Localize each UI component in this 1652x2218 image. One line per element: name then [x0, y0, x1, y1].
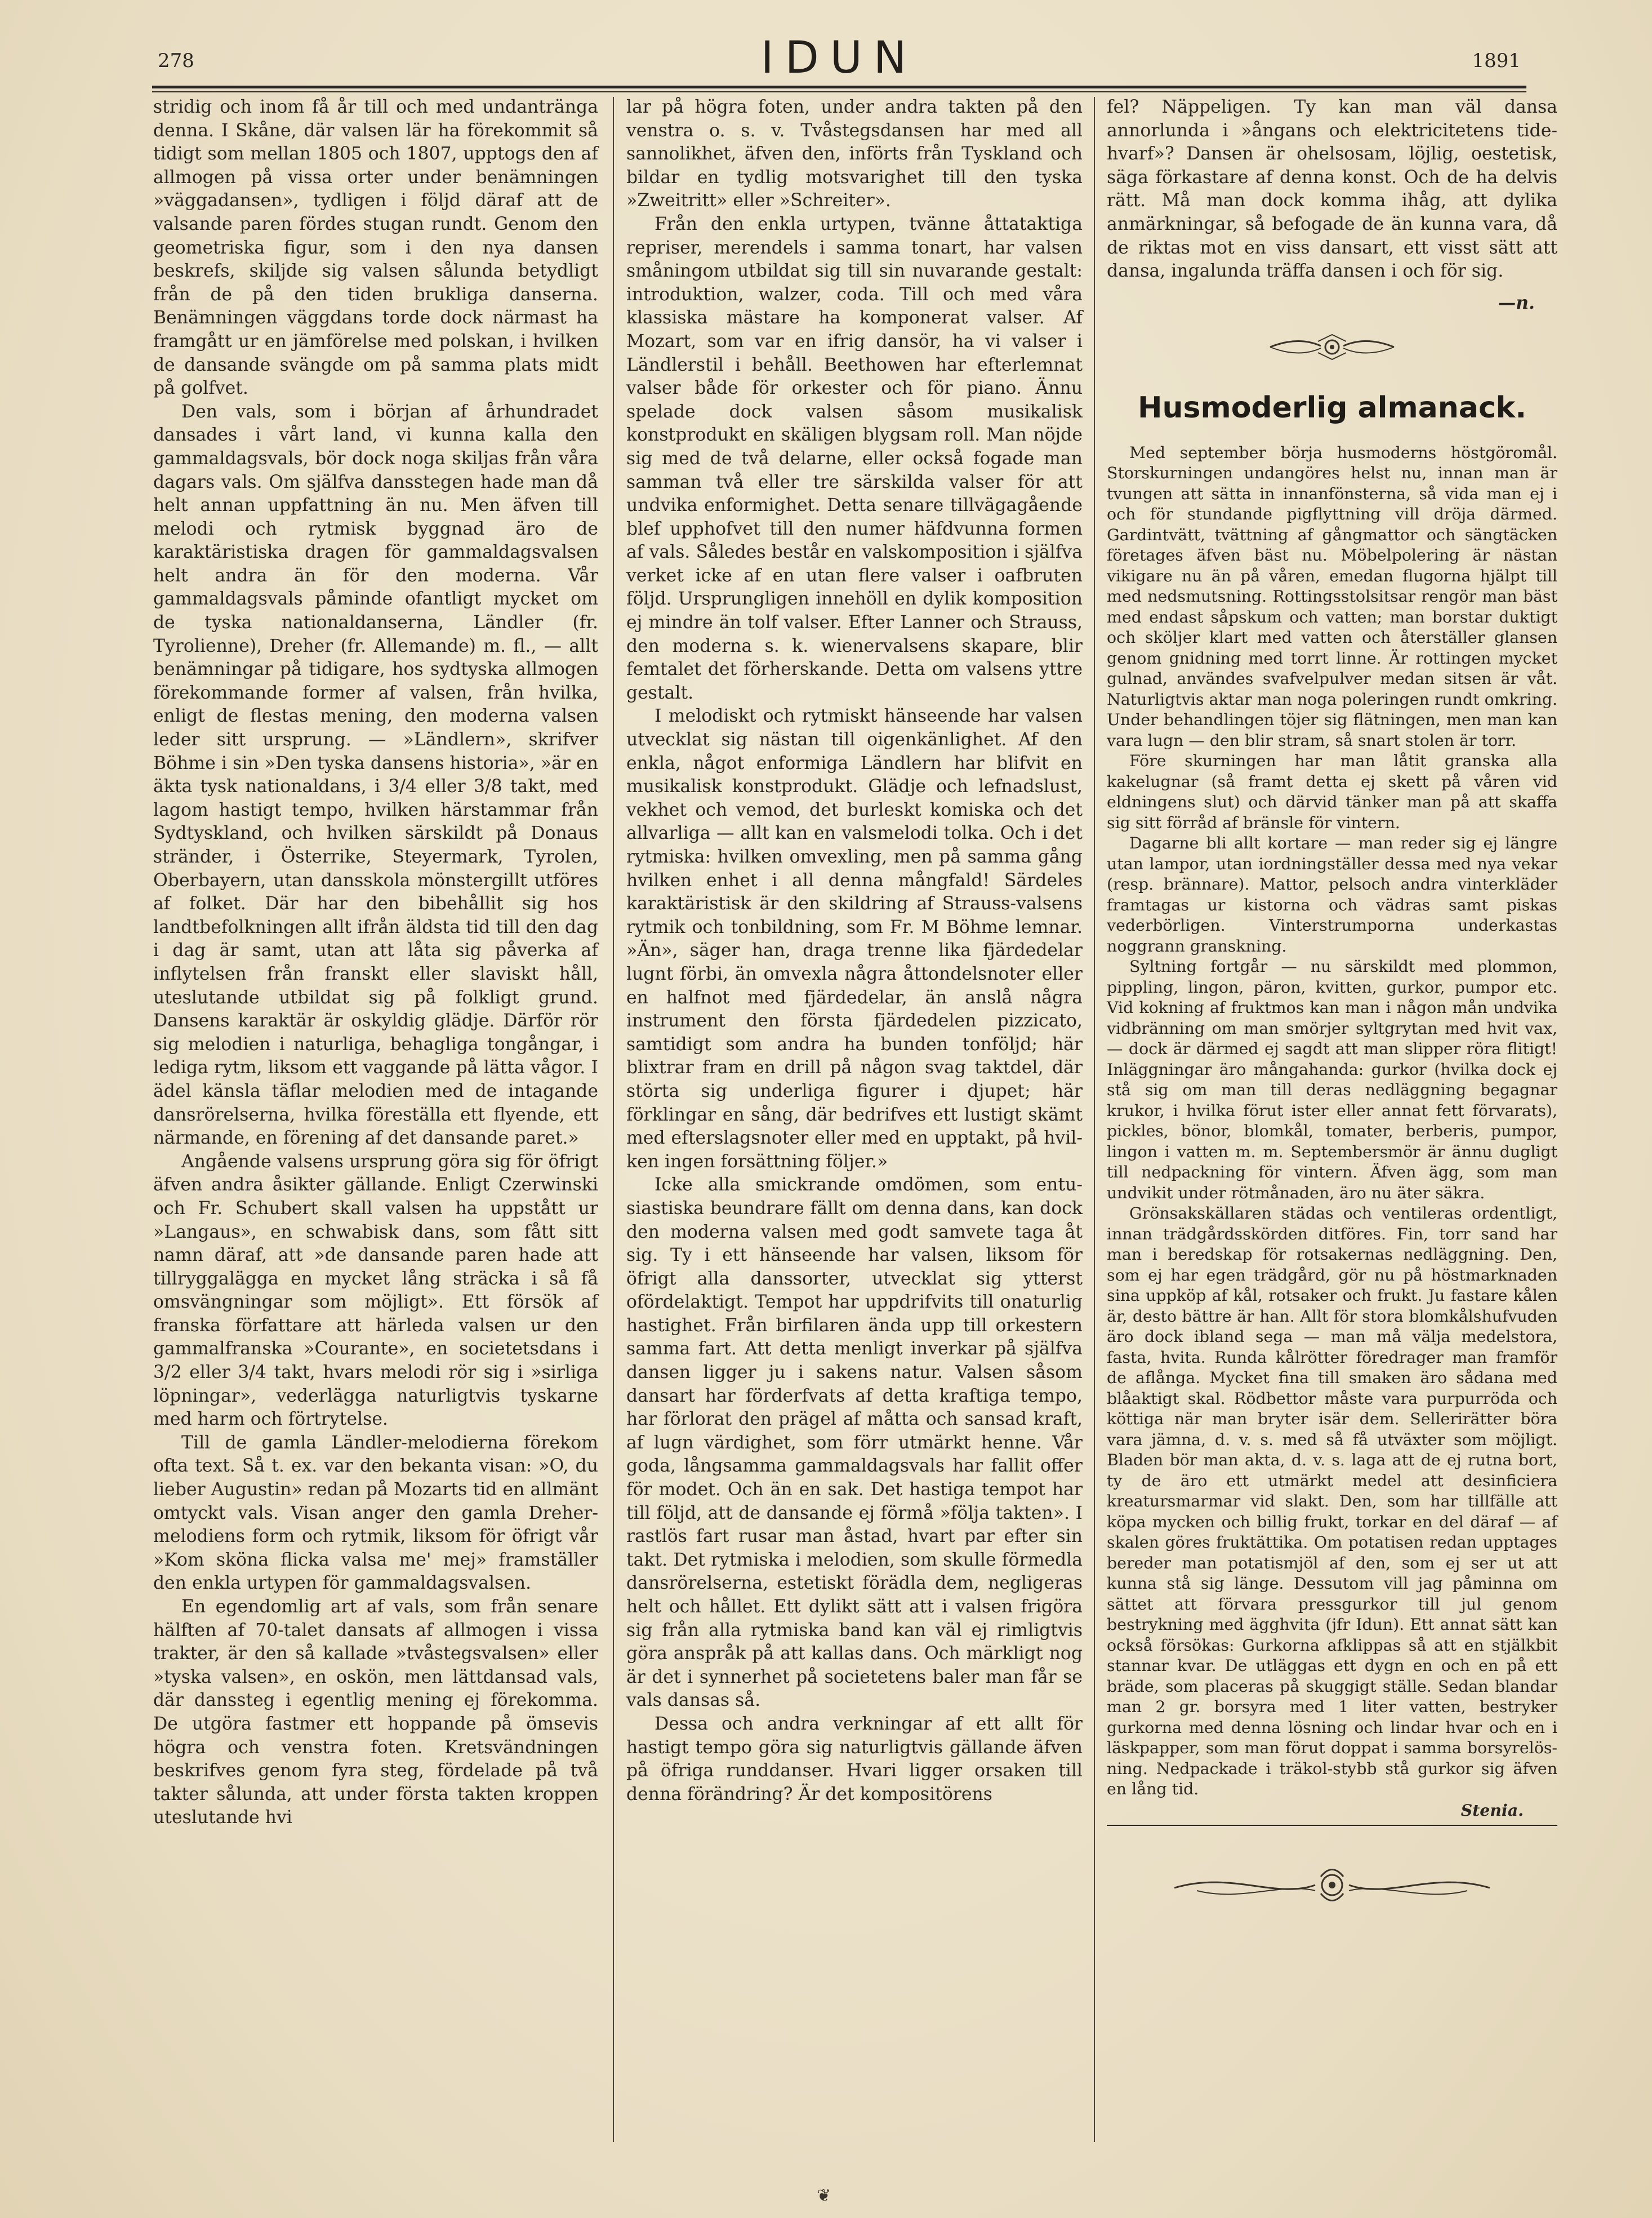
paragraph: Från den enkla urtypen, tvänne åttataktiga repriser, merendels i samma tonart, har valsen småningom utbildat sig till sin nuvarande gestalt: introduktion, walzer, coda. Till och med våra klassiska mästare ha komponerat valser. Af Mozart, som var en ifrig dansör, ha vi valser i Ländlerstil i behåll. Beethowen har efterlemnat valser både för orkester och för piano. Ännu spelade dock valsen såsom musikalisk konstprodukt en skäligen blygsam roll. Man nöjde sig med de två delarne, eller också fogade man samman två eller tre särskilda valser för att undvika enformighet. Detta senare tillvägagående blef upphofvet till den numer häfdvunna formen af vals. Således består en valskomposition i själfva verket icke af en utan flere valser i oafbruten följd. Ursprungligen innehöll en dylik komposition ej mindre än tolf valser. Efter Lanner och Strauss, den moderna s. k. wienervalsens skapare, blir femtalet det förherskande. Detta om valsens yttre gestalt. [626, 214, 1083, 703]
ornament-flourish-icon [1107, 1860, 1557, 1917]
paragraph: Angående valsens ursprung göra sig för öfrigt äfven andra åsikter gällande. Enligt Czerwinski och Fr. Schubert skall valsen ha uppstått ur »Langaus», en schwabisk dans, som fått sitt namn däraf, att »de dansande paren hade att tillryggalägga en mycket lång sträcka i så få omsvängningar som möjligt». Ett försök af franska författare att härleda valsen ur den gammalfranska »Courante», en societetsdans i 3/2 eller 3/4 takt, hvars melodi rör sig i »sirliga löpningar», vederlägga naturligtvis tyskarne med harm och förtrytelse. [153, 1151, 598, 1430]
paragraph: Grönsakskällaren städas och ventileras ordentligt, innan trädgårdsskörden ditföres. Fin, torr sand har man i beredskap för rotsakernas nedläggning. Den, som ej har egen trädgård, gör nu på höstmarknaden sina uppköp af kål, rotsaker och frukt. Ju fastare kålen är, desto bättre är han. Allt för stora blomkålshufvuden äro dock ibland sega — man må välja medelstora, fasta, hvita. Runda kålrötter föredrager man framför de aflånga. Mycket fina till smaken äro sådana med blåaktigt skal. Rödbettor måste vara purpurröda och köttiga när man bryter isär dem. Sellerirätter böra vara jämna, d. v. s. med så få utväxter som möjligt. Bladen bör man akta, d. v. s. laga att de ej rutna bort, ty de äro ett utmärkt medel att desinficiera kreatursmarmar vid slakt. Den, som har tillfälle att köpa mycken och billig frukt, torkar en del däraf — af skalen göres fruktättika. Om potatisen redan upptages bereder man potatismjöl af den, som ej ser ut att kunna stå sig länge. Dessutom vill jag påminna om sättet att förvara pressgurkor till jul genom bestrykning med ägghvita (jfr Idun). Ett annat sätt kan också försökas: Gurkorna afklippas så att en stjälkbit stannar kvar. De utläggas ett dygn en och en på ett bräde, som placeras på skuggigt ställe. Sedan blandar man 2 gr. borsyra med 1 liter vatten, bestryker gurkorna med denna lösning och lindar hvar och en i läskpapper, som man förut doppat i samma borsyrelösning. Nedpackade i träkol-stybb stå gurkor sig äfven en lång tid. [1107, 1204, 1557, 1799]
page-header [152, 23, 1526, 90]
paragraph: Dagarne bli allt kortare — man reder sig ej längre utan lampor, utan iordningställer dessa med nya vekar (resp. brännare). Mattor, pelsoch andra vinterkläder framtagas ur kistorna och vädras samt piskas vederbörligen. Vinterstrumporna underkastas noggrann granskning. [1107, 834, 1557, 955]
section-end-rule [1107, 1825, 1557, 1826]
paragraph: Den vals, som i början af århundradet dansades i vårt land, vi kunna kalla den gammaldagsvals, bör dock noga skiljas från våra dagars vals. Om själfva dansstegen hade man då helt annan uppfattning än nu. Men äfven till melodi och rytmisk byggnad äro de karaktäristiska dragen för gammaldagsvalsen helt andra än för den moderna. Vår gammaldagsvals påminde ofantligt mycket om de tyska nationaldanserna, Ländler (fr. Tyrolienne), Dreher (fr. Allemande) m. fl., — allt benämningar på tidigare, hos sydtyska allmogen förekommande former af valsen, från hvilka, enligt de flestas mening, den moderna valsen leder sitt ursprung. — »Ländlern», skrifver Böhme i sin »Den tyska dansens historia», »är en äkta tysk nationaldans, i 3/4 eller 3/8 takt, med lagom hastigt tempo, hvilken härstammar från Sydtyskland, och hvilken särskildt på Donaus stränder, i Österrike, Steyermark, Tyrolen, Oberbayern, utan dansskola mönstergillt utföres af folket. Där har den bibehållit sig hos landtbefolkningen allt ifrån äldsta tid till den dag i dag är samt, utan att låta sig påverka af inflytelsen från franskt eller slaviskt håll, uteslutande utbildat sig på folkligt grund. Dansens karaktär är oskyldig glädje. Därför rör sig melodien i naturliga, behagliga tongångar, i lediga rytm, liksom ett vaggande på lätta vågor. I ädel känsla täflar melodien med de intagande dansrörelserna, hvilka föreställa ett flyende, ett närmande, en förening af det dansande paret.» [153, 401, 598, 1149]
column-1 [153, 96, 598, 1830]
paragraph: Med september börja husmoderns höstgöromål. Storskurningen undangöres helst nu, innan man är tvungen att sätta in innanfönsterna, så vida man ej i och för stundande pigflyttning vill dröja därmed. Gardintvätt, tvättning af gångmattor och sängtäcken företages äfven bäst nu. Möbelpolering är nästan vikigare nu än på våren, emedan flugorna hjälpt till med nedsmutsning. Rottingsstolsitsar rengör man bäst med endast såpskum och vatten; man borstar duktigt och sköljer klart med vatten och återställer glansen genom gnidning med torrt linne. Är rottingen mycket gulnad, användes svafvelpulver medan sitsen är våt. Naturligtvis aktar man noga poleringen rundt omkring. Under behandlingen töjer sig flätningen, men man kan vara lugn — den blir stram, så snart stolen är torr. [1107, 443, 1557, 750]
footer-ornament-icon: ❦ [817, 2186, 831, 2206]
paragraph: Syltning fortgår — nu särskildt med plommon, pippling, lingon, päron, kvitten, gurkor, pumpor etc. Vid kokning af fruktmos kan man i någon mån undvika vidbränning om man smörjer syltgrytan med hvit vax, — dock är därmed ej sagdt att man slipper röra flitigt! Inläggningar äro mångahanda: gurkor (hvilka dock ej stå sig om man till deras nedläggning begagnar krukor, i hvilka förut ister eller annat fett förvarats), pickles, bönor, blomkål, tomater, berberis, pumpor, lingon i vatten m. m. Septembersmör är ännu dugligt till nedpackning för vintern. Äfven ägg, som man undvikit under rötmånaden, äro nu äter säkra. [1107, 957, 1557, 1202]
paragraph: Före skurningen har man låtit granska alla kakelugnar (så framt detta ej skett på våren vid eldningens slut) och därvid tänker man på att skaffa sig sitt förråd af bränsle för vintern. [1107, 752, 1557, 832]
almanac-text [1107, 443, 1557, 1826]
ornament-divider-icon [1107, 330, 1557, 371]
paragraph: Till de gamla Ländler-melodierna förekom ofta text. Så t. ex. var den bekanta visan: »O, du lieber Augustin» redan på Mozarts tid en allmänt omtyckt vals. Visan anger den gamla Dreher-melodiens form och rytmik, liksom för öfrigt vår »Kom sköna flicka valsa me' mej» framställer den enkla urtypen för gammaldagsvalsen. [153, 1432, 598, 1594]
masthead-title: IDUN [760, 33, 918, 83]
paragraph: Icke alla smickrande omdömen, som entusiastiska beundrare fällt om denna dans, kan dock den moderna valsen med godt samvete taga åt sig. Ty i ett hänseende har valsen, liksom för öfrigt alla danssorter, utvecklat sig ytterst ofördelaktigt. Tempot har uppdrifvits till onaturlig hastighet. Från birfilaren ända upp till orkestern samma fart. Att detta menligt inverkar på själfva dansen ligger ju i sakens natur. Valsen såsom dansart har förderfvats af detta kraftiga tempo, har förlorat den prägel af måtta och sansad kraft, af lugn värdighet, som förr utmärkt henne. Vår goda, långsamma gammaldagsvals har fallit offer för modet. Och än en sak. Det hastiga tempot har till följd, att de dansande ej förmå »följa takten». I rastlös fart rusar man åstad, hvart par efter sin takt. Det rytmiska i melodien, som skulle förmedla dansrörelserna, estetiskt förädla dem, negligeras helt och hållet. Ett dylikt sätt att i valsen frigöra sig från alla rytmiska band kan väl ej rimligtvis göra anspråk på att kallas dans. Och märkligt nog är det i synnerhet på societetens baler man får se vals dansas så. [626, 1175, 1083, 1711]
paragraph: stridig och inom få år till och med undantränga denna. I Skåne, där valsen lär ha förekommit så tidigt som mellan 1805 och 1807, upptogs den af allmogen på vissa orter under benämningen »väggadansen», tydligen i följd däraf att de valsande paren fördes stugan rundt. Genom den geometriska figur, som i den nya dansen beskrefs, skiljde sig valsen sålunda betydligt från de på den tiden brukliga danserna. Benämningen väggdans torde dock närmast ha framgått ur en jämförelse med polskan, i hvilken de dansande svängde om på samma plats midt på golfvet. [153, 97, 598, 399]
header-rule-thin [152, 91, 1526, 92]
header-rule-thick [152, 86, 1526, 88]
column-2 [626, 96, 1083, 1806]
paragraph: fel? Näppeligen. Ty kan man väl dansa annorlunda i »ångans och elektricitetens tidehvarf»? Dansen är ohelsosam, löjlig, oestetisk, säga förkastare af denna konst. Och de ha delvis rätt. Må man dock komma ihåg, att dylika anmärkningar, så befogade de än kunna vara, då de riktas mot en viss dansart, ett visst sätt att dansa, ingalunda träffa dansen i och för sig. [1107, 97, 1557, 282]
issue-year: 1891 [1472, 50, 1521, 72]
column-divider [613, 97, 614, 2142]
paragraph: I melodiskt och rytmiskt hänseende har valsen utvecklat sig nästan till oigenkänlighet. Af den enkla, något enformiga Ländlern har blifvit en musikalisk konstprodukt. Glädje och lefnadslust, vekhet och vemod, det burleskt komiska och det allvarliga — allt kan en valsmelodi tolka. Och i det rytmiska: hvilken omvexling, men på samma gång hvilken enhet i all denna mångfald! Särdeles karaktäristisk är den skildring af Strauss-valsens rytmik och tonbildning, som Fr. M Böhme lemnar. »Än», säger han, draga trenne lika fjärdedelar lugnt förbi, än omvexla några åttondelsnoter eller en halfnot med fjärdedelar, än anslå några instrument den första fjärdedelen pizzicato, samtidigt som andra ha bunden tonföljd; här blixtrar fram en drill på någon svag taktdel, där störta sig underliga figurer i djupet; här förklingar en sång, där bedrifves ett lustigt skämt med efterslagsnoter eller med en upptakt, på hvilken ingen forsättning följer.» [626, 706, 1083, 1172]
article-signature: —n. [1498, 292, 1535, 313]
column-divider [1094, 97, 1095, 2142]
paragraph: Dessa och andra verkningar af ett allt för hastigt tempo göra sig naturligtvis gällande äfven på öfriga runddanser. Hvari ligger orsaken till denna förändring? Är det kompositörens [626, 1713, 1083, 1804]
paragraph: lar på högra foten, under andra takten på den venstra o. s. v. Tvåstegsdansen har med all sannolikhet, äfven den, införts från Tyskland och bildar en tydlig motsvarighet till den tyska »Zweitritt» eller »Schreiter». [626, 97, 1083, 211]
column-3 [1107, 96, 1557, 1917]
paragraph: En egendomlig art af vals, som från senare hälften af 70-talet dansats af allmogen i vissa trakter, är den så kallade »tvåstegsvalsen» eller »tyska valsen», en oskön, men lättdansad vals, där danssteg i egentlig mening ej förekomma. De utgöra fastmer ett hoppande på ömsevis högra och venstra foten. Kretsvändningen beskrifves genom fyra steg, fördelade på två takter sålunda, att under första takten kroppen uteslutande hvi [153, 1597, 598, 1828]
almanac-heading: Husmoderlig almanack. [1138, 390, 1526, 425]
almanac-signature: Stenia. [1460, 1800, 1524, 1820]
page-number: 278 [158, 50, 194, 72]
